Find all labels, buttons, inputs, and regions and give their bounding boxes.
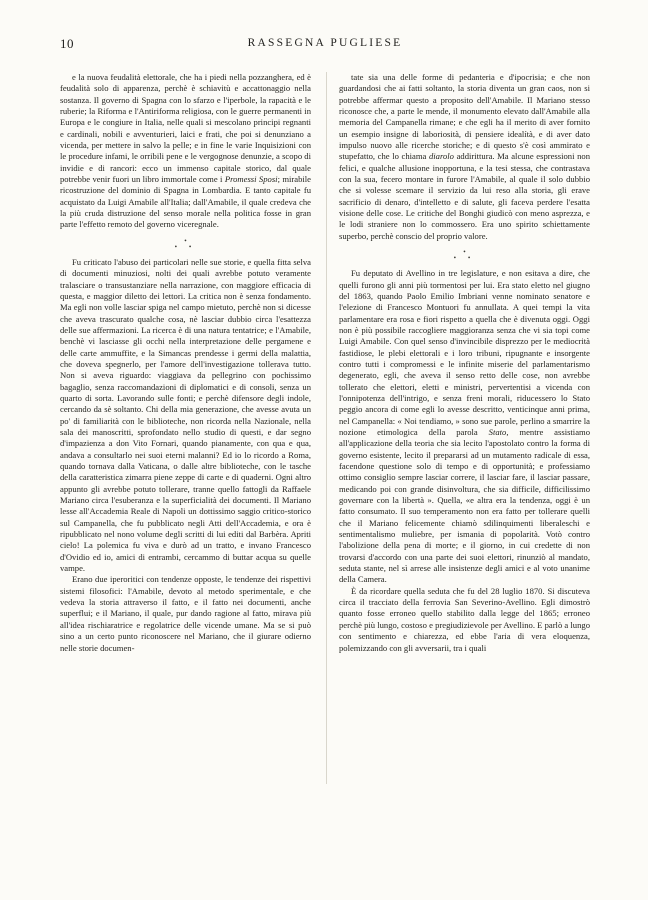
paragraph: Fu criticato l'abuso dei particolari nelle sue storie, e quella fitta selva di documenti minuziosi, nolti dei quali avrebbe potuto veramente tralasciare o transustanziare nella narrazione, con maggiore efficacia di questa, e maggior diletto dei lettori. La critica non è senza fondamento. Ma egli non volle lasciar spiga nel campo mietuto, perchè non si dicesse che aveva trascurato qualche cosa, nè lasciar dubbio circa l'esattezza delle sue affermazioni. La ricerca è di una natura tentatrice; e l'Amabile, benchè vi lasciasse gli occhi nella interpretazione delle pergamene e delle carte ammuffite, e la Simancas prendesse i germi della malattia, che doveva spegnerlo, per l'amore dell'investigazione tollerava tutto. Non si aveva riguardo: viaggiava da pellegrino con pochissimo bagaglio, senza raccomandazioni di diplomatici e di consoli, senza un quarto di sorta. Lavorando sulle fonti; e perchè difensore degli indole, cercando da sè soltanto. Chi della mia generazione, che avesse avuta un po' di familiarità con le biblioteche, non ricorda nella Nazionale, nella sala dei manoscritti, sprofondato nello studio di questi, e dar segno d'impazienza a don Vito Fornari, quando pianamente, con qua e qua, andava a consultarlo nei suoi eterni malanni? Ed io lo ricordo a Roma, quando tornava dalla Vaticana, o dalle altre biblioteche, con le tasche della caratteristica zimarra piene zeppe di carte e di quaderni. Ogni altro appunto gli avrebbe potuto tollerare, tranne quello fattogli da Raffaele Mariano circa l'esuberanza e la superficialità dei documenti. Il Mariano lesse all'Accademia Reale di Napoli un dottissimo saggio critico-storico sul Campanella, che fu pubblicato negli Atti dell'Accademia, e ora è ripubblicato nel nono volume degli scritti di lui editi dal Barbèra. Apriti cielo! La polemica fu viva e durò ad un tratto, e invano Francesco d'Ovidio ed io, amici di entrambi, cercammo di buttar acqua su quelle vampe. <box>60 256 311 574</box>
running-title: RASSEGNA PUGLIESE <box>247 37 403 49</box>
paragraph: e la nuova feudalità elettorale, che ha i piedi nella pozzanghera, ed è feudalità solo di apparenza, perchè è schiavitù e accattonaggio nella sostanza. Il governo di Spagna con lo sfarzo e l'iperbole, la rapacità e le ruberie; la Riforma e l'Antiriforma religiosa, con le guerre permanenti in Europa e le congiure in Italia, nelle quali si mescolano principi regnanti e cardinali, nobili e avventurieri, laici e frati, che poi si denunziano a vicenda, per mettere in salvo la pelle; e in fine le varie Inquisizioni con le procedure infami, le orribili pene e le vergognose denunzie, a scopo di invidie e di rancori: ecco un immenso capitale storico, dal quale potrebbe venir fuori un libro immortale come i Promessi Sposi; mirabile ricostruzione del dominio di Spagna in Lombardia. E tanto capitale fu acquistato da Luigi Amabile all'Italia; dall'Amabile, il quale credeva che la più cruda distruzione del senso morale nella politica fosse in gran parte l'effetto remoto del governo viceregnale. <box>60 72 311 230</box>
ornament-dot-top: • <box>463 248 466 257</box>
page-number: 10 <box>60 36 74 51</box>
ornament-dot-bottom: • • <box>174 242 197 251</box>
section-ornament <box>339 249 590 262</box>
right-column <box>339 72 590 654</box>
paragraph: È da ricordare quella seduta che fu del 28 luglio 1870. Si discuteva circa il tracciato della ferrovia San Severino-Avellino. Egli dimostrò quanto fosse erroneo quello stabilito dalla legge del 1865; erroneo perchè più lungo, costoso e pregiudizievole per Avellino. E parlò a lungo con sentimento e chiarezza, ed ebbe l'aria di vera eloquenza, polemizzando con gli avversarii, tra i quali <box>339 585 590 653</box>
two-column-body <box>60 72 590 654</box>
paragraph: Erano due iperoritici con tendenze opposte, le tendenze dei rispettivi sistemi filosofici: l'Amabile, devoto al metodo sperimentale, e che vedeva la storia attraverso il fatto, e il fatto nei documenti, anche superflui; e il Mariano, il quale, pur dando ragione al fatto, mirava più all'idea rischiaratrice e regolatrice delle vicende umane. Ma se si può sino a un certo punto riconoscere nel Mariano, che il giurare odierno nelle storie documen- <box>60 574 311 653</box>
left-column <box>60 72 311 654</box>
paragraph: tate sia una delle forme di pedanteria e d'ipocrisia; e che non guardandosi che ai fatti soltanto, la storia diventa un gran caos, non si potrebbe affermar questo a proposito dell'Amabile. Il Mariano stesso riconosce che, a parte le mende, il monumento elevato dall'Amabile alla memoria del Campanella rimane; e che egli ha il merito di aver fornito un esempio insigne di laboriosità, di pensiere idealítà, e di aver dato impulso nuovo alle ricerche storiche; e di questo s'è così ammirato e stupefatto, che lo chiama diarolo addirittura. Ma alcune espressioni non felici, e qualche allusione inopportuna, e la tesi stessa, che contrastava con la sua, fecero montare in furore l'Amabile, al quale il solo dubbio che si volesse scemare il servizio da lui reso alla storia, gli erave sacrificio di denaro, d'intelletto e di salute, gli faceva perdere l'esatta visione delle cose. Le critiche del Bonghi giudicò con meno asprezza, e le lodi straniere non lo commossero. Era uno spirito schiettamente superbo, perchè conscio del proprio valore. <box>339 72 590 241</box>
section-ornament <box>60 238 311 251</box>
paragraph: Fu deputato di Avellino in tre legislature, e non esitava a dire, che quelli furono gli anni più tormentosi per lui. Era stato eletto nel giugno del 1863, quando Paolo Emilio Imbriani venne nominato senatore e l'elezione di Francesco Montuori fu annullata. A quei tempi la vita parlamentare era rosa e fiori rispetto a quella che è divenuta oggi. Oggi non è più possibile raccogliere maggioranza senza che vi sia topi come Luigi Amabile. Con quel senso d'invincibile disprezzo per le mediocrità fastidiose, le plebi elettorali e i loro tribuni, ripugnante e insorgente contro tutti i compromessi e le infinite miserie del parlamentarismo degenerato, egli, che aveva il senso retto delle cose, non avrebbe tollerato che elettori, eletti e ministri, pervertentisi a vicenda con l'onnipotenza dell'intrigo, e senza freni morali, riducessero lo Stato peggio ancora di come egli lo avesse descritto, venticinque anni prima, nel Campanella: « Noi tendiamo, » sono sue parole, perlino a smarrire la nozione etimologica della parola Stato, mentre assistiamo all'applicazione della teoria che sia lecito l'apostolato contro la forma di governo esistente, lecito il prepararsi ad un mutamento radicale di essa, facendone questione solo di tempo e di opportunità; e professiamo ottimo consiglio sempre lasciar correre, il lasciar fare, il lasciar passare, medicando poi con grande disinvoltura, che sia difficile, difficilissimo governare con la libertà ». Quella, «e altra era la tendenza, oggi è un fatto consumato. Il suo temperamento non era fatto per tollerare quelli che il Mariano felicemente chiamò sdilinquimenti liberaleschi e sentimentalismo muliebre, per ismania di popolarità. Votò contro l'abolizione della pena di morte; e il giorno, in cui credette di non trovarsi d'accordo con una parte dei suoi elettori, rinunziò al mandato, seduta stante, nel sì arrese alle insistenze degli amici e al voto unanime della Camera. <box>339 268 590 585</box>
ornament-dot-top: • <box>184 236 187 245</box>
page-header <box>60 36 590 56</box>
ornament-dot-bottom: • • <box>453 254 476 263</box>
